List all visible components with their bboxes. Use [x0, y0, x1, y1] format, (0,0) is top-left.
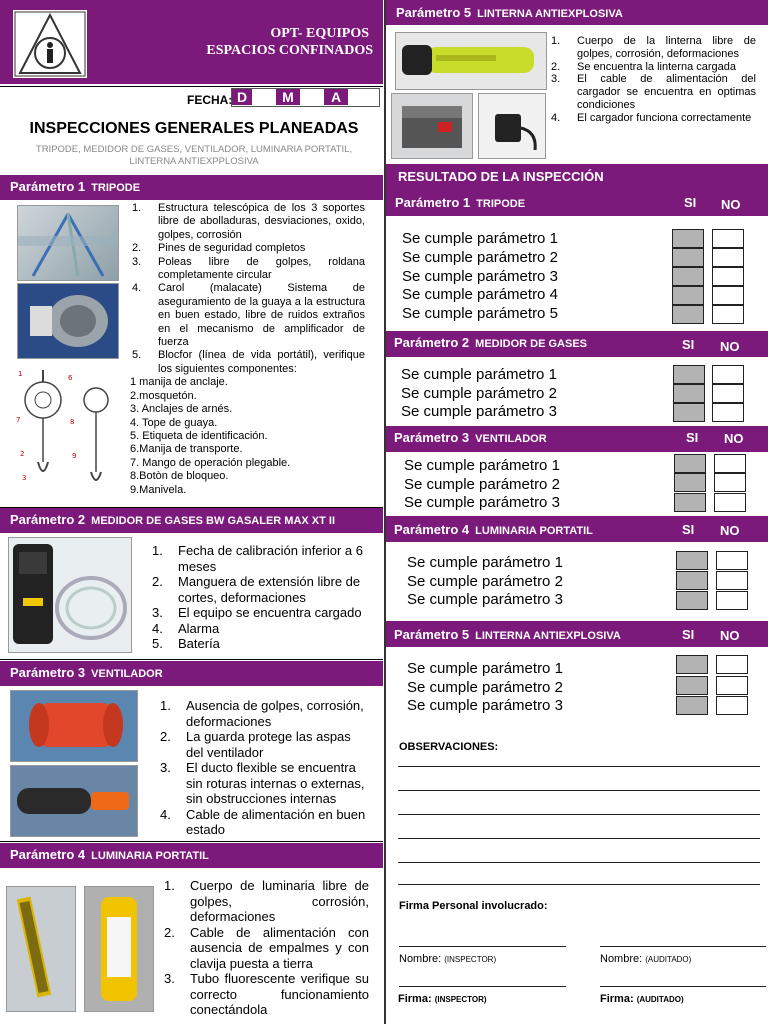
si-checkbox[interactable]: [673, 403, 705, 422]
result-section-bar: [386, 426, 768, 452]
flashlight-photo: [395, 32, 547, 90]
no-checkbox[interactable]: [712, 365, 744, 384]
si-checkbox[interactable]: [676, 591, 708, 610]
param2-list: [152, 543, 376, 652]
param3-bar: [0, 661, 383, 686]
si-header: SI: [682, 522, 695, 537]
si-checkbox[interactable]: [672, 229, 704, 248]
component-item: 6.Manija de transporte.: [130, 443, 243, 456]
param2-name: MEDIDOR DE GASES BW GASALER MAX XT II: [91, 515, 336, 527]
svg-text:3: 3: [22, 474, 27, 482]
nombre-label: Nombre:: [399, 953, 442, 965]
param4-bar: [0, 843, 383, 868]
auditado-firma: [600, 993, 684, 1005]
list-item: 1. Fecha de calibración inferior a 6 meses: [152, 543, 363, 574]
result-row-label: Se cumple parámetro 1: [404, 457, 560, 474]
list-item: 3. Poleas libre de golpes, roldana completamente circular: [132, 255, 365, 282]
param5-list: [551, 35, 756, 125]
list-item: 1. Cuerpo de la linterna libre de golpes, corrosión, deformaciones: [551, 35, 756, 60]
fecha-label: FECHA:: [187, 93, 233, 107]
svg-text:7: 7: [16, 416, 21, 424]
fan-photo: [10, 690, 138, 762]
main-subtitle: TRIPODE, MEDIDOR DE GASES, VENTILADOR, LUMINARIA PORTATIL, LINTERNA ANTIEXPPLOSIVA: [35, 144, 353, 167]
result-section-label: Parámetro 4: [394, 522, 470, 537]
duct-photo: [10, 765, 138, 837]
observaciones-label: OBSERVACIONES:: [399, 741, 499, 753]
no-header: NO: [721, 197, 741, 212]
gas-meter-photo: [8, 537, 132, 653]
result-row-label: Se cumple parámetro 1: [402, 230, 558, 247]
si-checkbox[interactable]: [672, 248, 704, 267]
confined-space-logo-icon: [14, 11, 86, 77]
no-header: NO: [720, 339, 740, 354]
list-item: 1. Cuerpo de luminaria libre de golpes, corrosión, deformaciones: [164, 878, 369, 924]
si-checkbox[interactable]: [673, 365, 705, 384]
si-checkbox[interactable]: [672, 267, 704, 286]
no-checkbox[interactable]: [716, 676, 748, 695]
svg-text:9: 9: [72, 452, 77, 460]
si-header: SI: [682, 627, 695, 642]
result-row-label: Se cumple parámetro 2: [404, 476, 560, 493]
no-checkbox[interactable]: [714, 493, 746, 512]
result-row-label: Se cumple parámetro 1: [407, 554, 563, 571]
result-section-label: Parámetro 2: [394, 335, 470, 350]
param4-list: [164, 878, 369, 1018]
no-header: NO: [720, 628, 740, 643]
param3-name: VENTILADOR: [91, 668, 163, 680]
svg-text:6: 6: [68, 374, 73, 382]
auditado-tag: (AUDITADO): [645, 955, 692, 964]
component-item: 4. Tope de guaya.: [130, 416, 218, 429]
list-item: 1. Ausencia de golpes, corrosión, deformaciones: [160, 698, 364, 729]
param1-name: TRIPODE: [91, 182, 141, 194]
main-title: INSPECCIONES GENERALES PLANEADAS: [29, 120, 359, 137]
result-row-label: Se cumple parámetro 3: [401, 403, 557, 420]
no-checkbox[interactable]: [716, 571, 748, 590]
header-title-line2: ESPACIOS CONFINADOS: [206, 43, 373, 58]
inspector-name-line[interactable]: [399, 946, 566, 947]
auditado-tag: (AUDITADO): [636, 995, 684, 1004]
no-header: NO: [724, 431, 744, 446]
no-checkbox[interactable]: [716, 696, 748, 715]
date-field[interactable]: [231, 88, 380, 107]
result-row-label: Se cumple parámetro 3: [407, 697, 563, 714]
no-checkbox[interactable]: [716, 551, 748, 570]
param4-label: Parámetro 4: [10, 847, 86, 862]
result-section-name: MEDIDOR DE GASES: [475, 338, 588, 350]
list-item: 3. El ducto flexible se encuentra sin roturas internas o externas, sin obstrucciones internas: [160, 760, 365, 806]
no-checkbox[interactable]: [712, 305, 744, 324]
component-item: 1 manija de anclaje.: [130, 376, 228, 389]
component-item: 5. Etiqueta de identificación.: [130, 429, 268, 442]
no-checkbox[interactable]: [716, 591, 748, 610]
result-section-bar: [386, 621, 768, 647]
charger-base-photo: [391, 93, 473, 159]
inspector-tag: (INSPECTOR): [434, 995, 487, 1004]
inspector-nombre: [399, 953, 496, 965]
si-header: SI: [686, 430, 699, 445]
param5-label: Parámetro 5: [396, 5, 472, 20]
si-checkbox[interactable]: [674, 454, 706, 473]
param3-label: Parámetro 3: [10, 665, 86, 680]
result-row-label: Se cumple parámetro 1: [401, 366, 557, 383]
param1-label: Parámetro 1: [10, 179, 86, 194]
result-section-name: LINTERNA ANTIEXPLOSIVA: [475, 630, 621, 642]
observation-line[interactable]: [398, 862, 760, 863]
si-checkbox[interactable]: [676, 551, 708, 570]
component-item: 2.mosquetón.: [130, 389, 197, 402]
divider: [0, 841, 383, 842]
date-box-day: D: [232, 89, 252, 105]
list-item: 2. La guarda protege las aspas del ventilador: [160, 729, 351, 760]
header-title-line1: OPT- EQUIPOS: [270, 26, 369, 41]
list-item: 2. Manguera de extensión libre de cortes, deformaciones: [152, 574, 361, 605]
param5-bar: [386, 0, 768, 25]
observation-line[interactable]: [398, 814, 760, 815]
list-item: 2. Cable de alimentación con ausencia de empalmes y con clavija puesta a tierra: [164, 924, 369, 971]
si-checkbox[interactable]: [674, 493, 706, 512]
charger-photo: [478, 93, 546, 159]
result-section-label: Parámetro 5: [394, 627, 470, 642]
list-item: 1. Estructura telescópica de los 3 soportes libre de abolladuras, desviaciones, oxido, golpes, corrosión: [132, 202, 365, 241]
result-row-label: Se cumple parámetro 3: [404, 494, 560, 511]
result-section-name: VENTILADOR: [475, 433, 547, 445]
result-section-bar: [386, 331, 768, 357]
result-row-label: Se cumple parámetro 5: [402, 305, 558, 322]
si-checkbox[interactable]: [676, 696, 708, 715]
observation-line[interactable]: [398, 884, 760, 885]
list-item: 2. Se encuentra la linterna cargada: [551, 60, 736, 73]
result-section-name: LUMINARIA PORTATIL: [475, 525, 593, 537]
observation-line[interactable]: [398, 766, 760, 767]
divider: [0, 86, 383, 87]
result-section-label: Parámetro 1: [395, 195, 471, 210]
divider: [0, 659, 383, 660]
svg-text:1: 1: [18, 370, 23, 378]
si-checkbox[interactable]: [676, 655, 708, 674]
no-checkbox[interactable]: [712, 229, 744, 248]
auditado-name-line[interactable]: [600, 946, 766, 947]
si-checkbox[interactable]: [672, 305, 704, 324]
blocfor-diagram: [8, 362, 126, 500]
column-divider: [384, 0, 386, 1024]
date-box-year: A: [324, 89, 348, 105]
si-checkbox[interactable]: [673, 384, 705, 403]
result-row-label: Se cumple parámetro 2: [407, 573, 563, 590]
si-checkbox[interactable]: [676, 676, 708, 695]
component-item: 7. Mango de operación plegable.: [130, 456, 291, 469]
list-item: 3. El equipo se encuentra cargado: [152, 605, 362, 620]
list-item: 4. Alarma: [152, 620, 220, 636]
header-bar: [0, 0, 383, 84]
portable-light-photo-2: [84, 886, 154, 1012]
no-checkbox[interactable]: [712, 248, 744, 267]
list-item: 2. Pines de seguridad completos: [132, 242, 306, 255]
no-checkbox[interactable]: [712, 384, 744, 403]
firma-label: Firma:: [398, 993, 432, 1005]
nombre-label: Nombre:: [600, 953, 643, 965]
list-item: 5. Blocfor (línea de vida portátil), verifique los siguientes componentes:: [132, 349, 365, 375]
list-item: 5. Batería: [152, 636, 220, 651]
component-item: 9.Manivela.: [130, 483, 187, 496]
result-row-label: Se cumple parámetro 2: [407, 679, 563, 696]
param5-name: LINTERNA ANTIEXPLOSIVA: [477, 8, 623, 20]
result-row-label: Se cumple parámetro 1: [407, 660, 563, 677]
svg-text:2: 2: [20, 450, 25, 458]
result-row-label: Se cumple parámetro 2: [401, 385, 557, 402]
list-item: 4. Cable de alimentación en buen estado: [160, 806, 366, 837]
result-row-label: Se cumple parámetro 3: [407, 591, 563, 608]
result-row-label: Se cumple parámetro 4: [402, 286, 558, 303]
result-title: RESULTADO DE LA INSPECCIÓN: [398, 169, 604, 184]
inspector-firma: [398, 993, 487, 1005]
si-checkbox[interactable]: [674, 473, 706, 492]
observation-line[interactable]: [398, 790, 760, 791]
result-title-bar: [386, 164, 768, 191]
date-box-month: M: [276, 89, 300, 105]
winch-photo: [17, 283, 119, 359]
inspector-tag: (INSPECTOR): [444, 955, 497, 964]
result-section-bar: [386, 191, 768, 216]
component-item: 8.Botòn de bloqueo.: [130, 470, 229, 483]
svg-text:8: 8: [70, 418, 75, 426]
no-checkbox[interactable]: [716, 655, 748, 674]
firma-label: Firma:: [600, 993, 634, 1005]
inspector-signature-line[interactable]: [399, 986, 566, 987]
no-checkbox[interactable]: [714, 473, 746, 492]
observation-line[interactable]: [398, 838, 760, 839]
component-item: 3. Anclajes de arnés.: [130, 403, 233, 416]
portable-light-photo-1: [6, 886, 76, 1012]
result-section-name: TRIPODE: [476, 198, 526, 210]
auditado-signature-line[interactable]: [600, 986, 766, 987]
list-item: 3. El cable de alimentación del cargador se encuentra en optimas condiciones: [551, 73, 756, 111]
param2-label: Parámetro 2: [10, 512, 86, 527]
param2-bar: [0, 508, 383, 533]
si-header: SI: [682, 337, 695, 352]
list-item: 4. El cargador funciona correctamente: [551, 111, 752, 124]
tripod-photo: [17, 205, 119, 281]
no-checkbox[interactable]: [712, 286, 744, 305]
si-checkbox[interactable]: [672, 286, 704, 305]
param3-list: [160, 698, 370, 838]
si-header: SI: [684, 195, 697, 210]
no-checkbox[interactable]: [714, 454, 746, 473]
si-checkbox[interactable]: [676, 571, 708, 590]
auditado-nombre: [600, 953, 691, 965]
param1-bar: [0, 175, 383, 200]
logo: [13, 10, 87, 78]
list-item: 4. Carol (malacate) Sistema de aseguramiento de la guaya a la estructura en buen estado, libre de ruidos extraños en el mecanismo de amplificador de fuerza: [132, 282, 365, 349]
result-section-bar: [386, 516, 768, 542]
divider: [0, 507, 383, 508]
list-item: 3. Tubo fluorescente verifique su correcto funcionamiento conectándola: [164, 971, 369, 1017]
result-section-label: Parámetro 3: [394, 430, 470, 445]
param1-list: [132, 202, 365, 497]
no-checkbox[interactable]: [712, 267, 744, 286]
firma-personal-title: Firma Personal involucrado:: [399, 900, 548, 912]
no-checkbox[interactable]: [712, 403, 744, 422]
no-header: NO: [720, 523, 740, 538]
result-row-label: Se cumple parámetro 2: [402, 249, 558, 266]
param4-name: LUMINARIA PORTATIL: [91, 850, 209, 862]
result-row-label: Se cumple parámetro 3: [402, 268, 558, 285]
